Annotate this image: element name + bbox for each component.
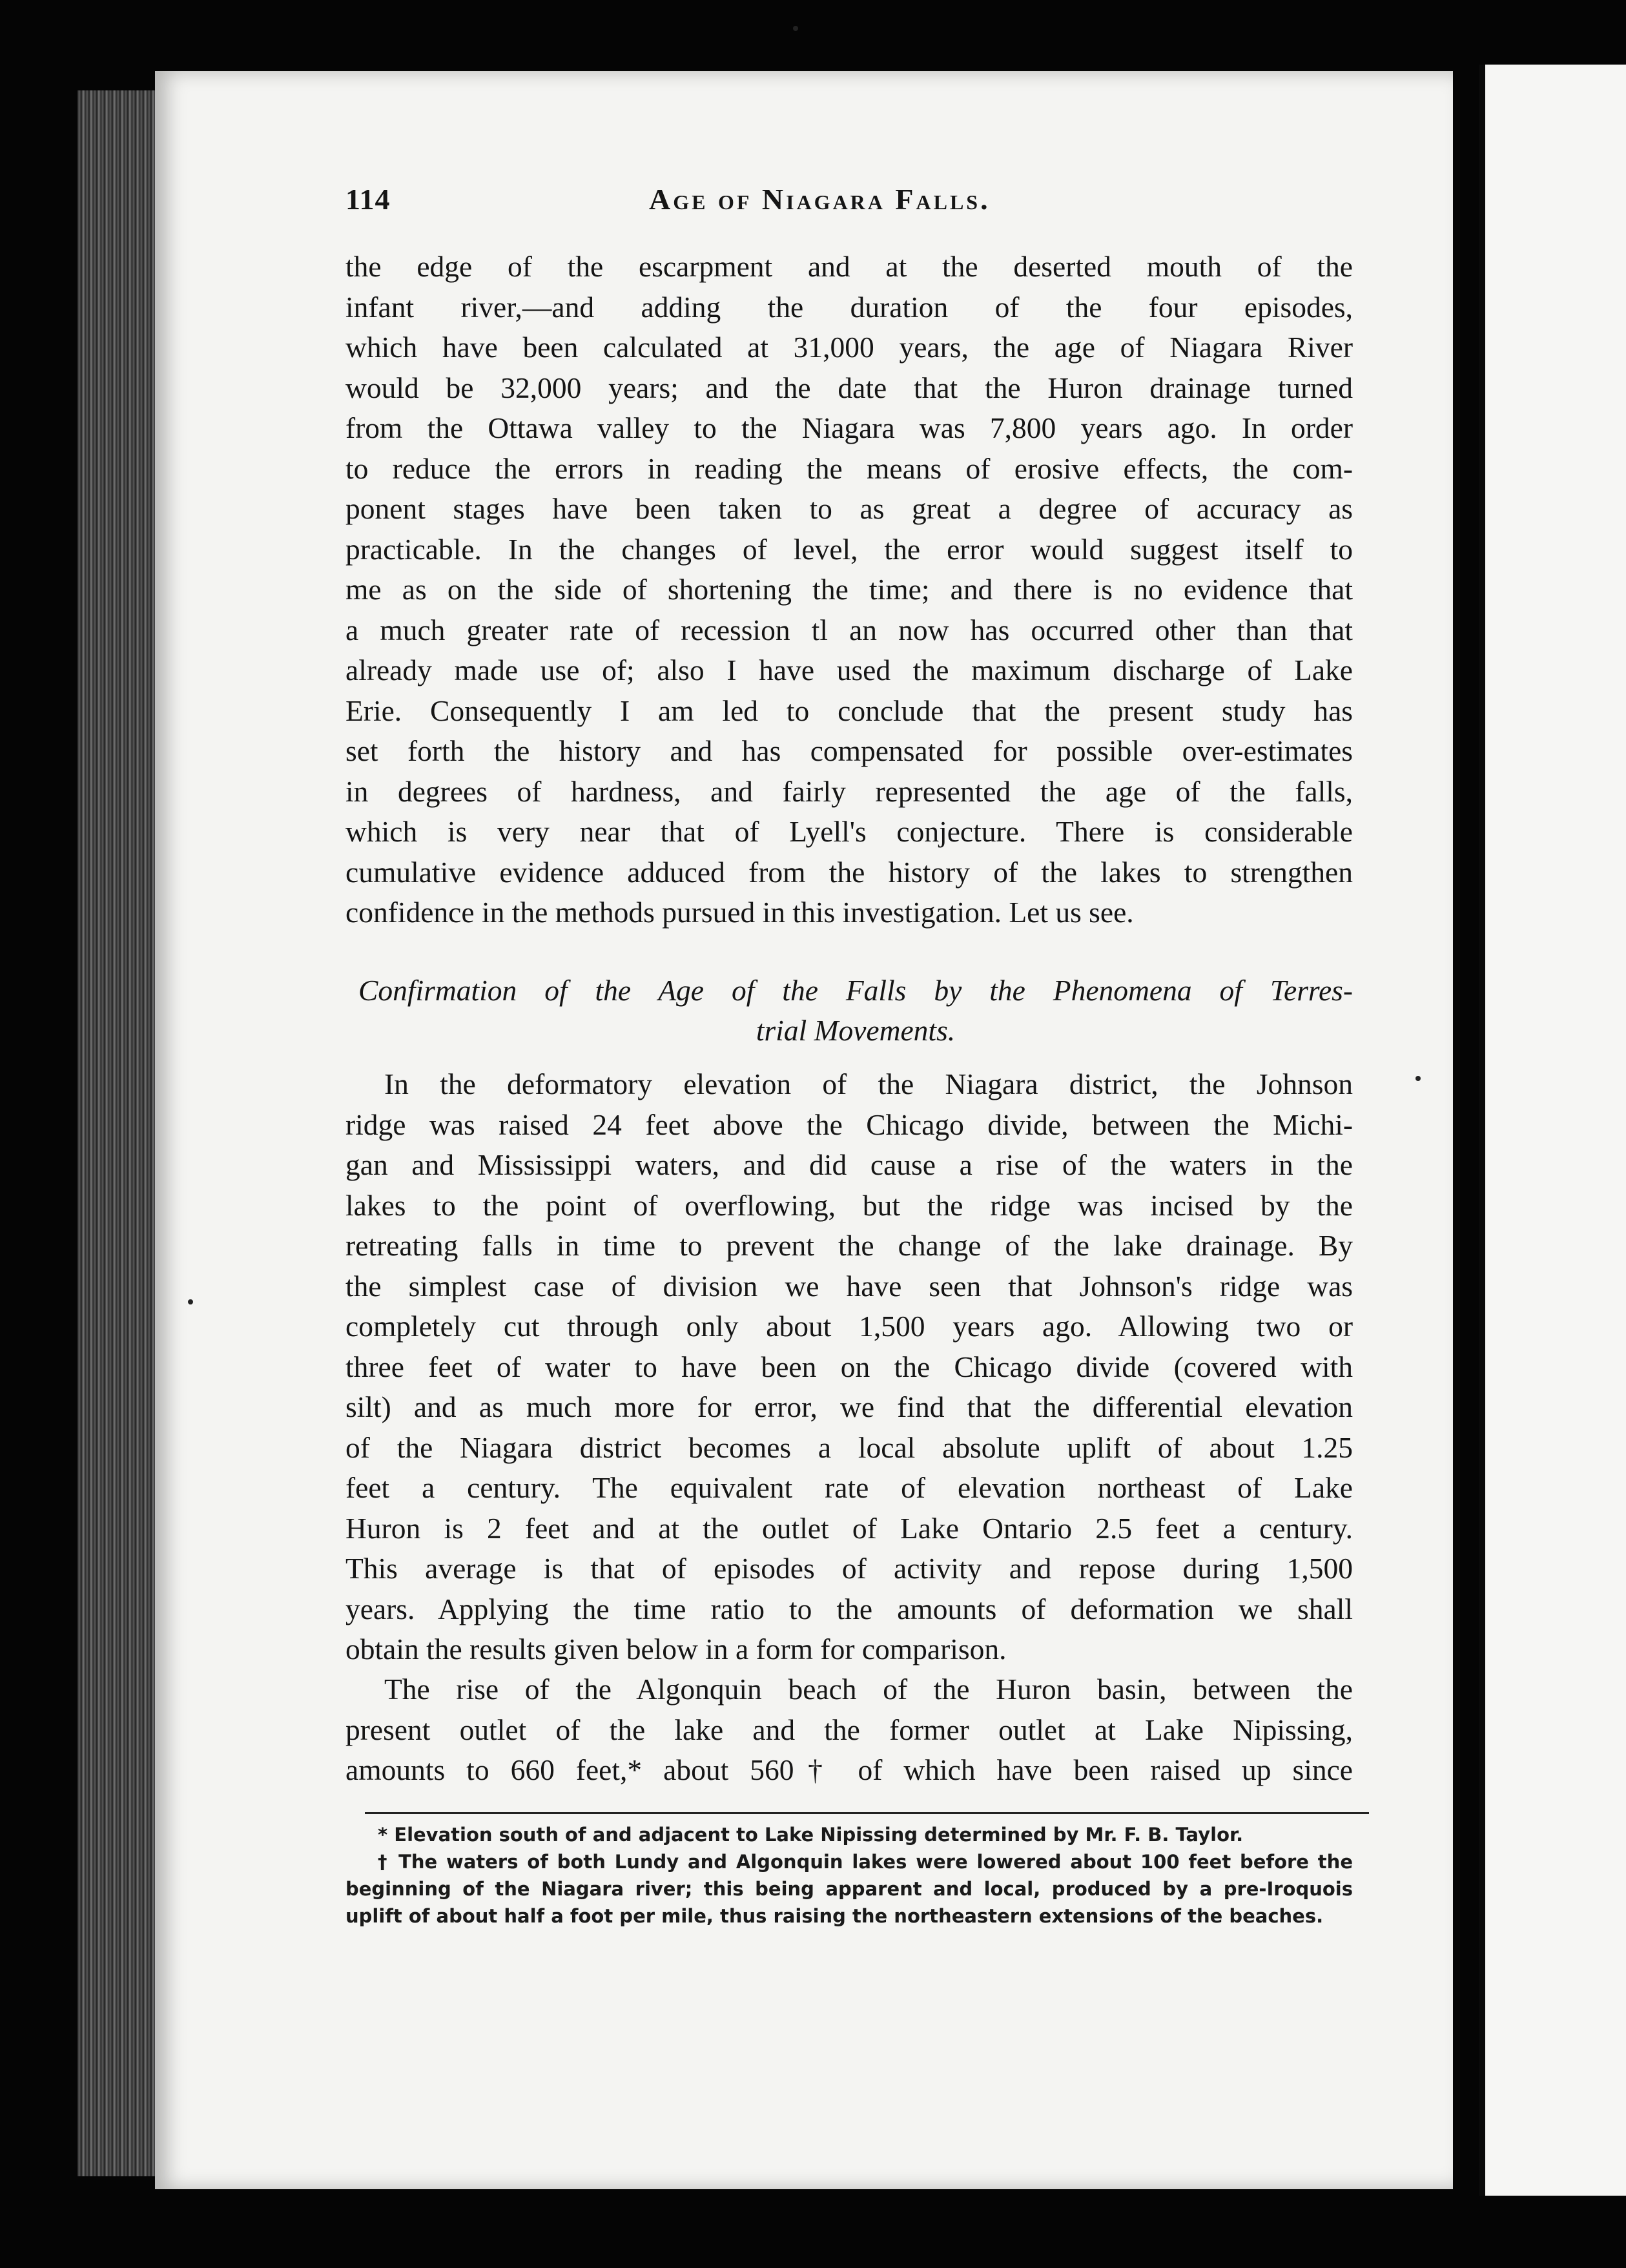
- text-line: three feet of water to have been on the Chicago divide (covered with: [345, 1350, 1353, 1383]
- text-line: infant river,—and adding the duration of the four episodes,: [345, 290, 1353, 324]
- text-line: ridge was raised 24 feet above the Chicago divide, between the Michi-: [345, 1108, 1353, 1141]
- text-line: which is very near that of Lyell's conjecture. There is considerable: [345, 815, 1353, 848]
- footnote-line: uplift of about half a foot per mile, thus raising the northeastern extensions of the beaches.: [345, 1905, 1324, 1927]
- text-line: cumulative evidence adduced from the history of the lakes to strengthen: [345, 855, 1353, 889]
- text-line: gan and Mississippi waters, and did cause a rise of the waters in the: [345, 1148, 1353, 1181]
- text-line: would be 32,000 years; and the date that the Huron drainage turned: [345, 371, 1353, 404]
- text-line: which have been calculated at 31,000 years, the age of Niagara River: [345, 331, 1353, 364]
- text-line: The rise of the Algonquin beach of the Huron basin, between the: [384, 1673, 1353, 1706]
- text-line: the edge of the escarpment and at the deserted mouth of the: [345, 250, 1353, 283]
- text-line: years. Applying the time ratio to the amounts of deformation we shall: [345, 1592, 1353, 1625]
- text-line: to reduce the errors in reading the means of erosive effects, the com-: [345, 451, 1353, 485]
- running-title: Age of Niagara Falls.: [649, 183, 991, 216]
- text-line: from the Ottawa valley to the Niagara was 7,800 years ago. In order: [345, 411, 1353, 444]
- paragraph-1: [345, 247, 1353, 933]
- text-line: Erie. Consequently I am led to conclude that the present study has: [345, 694, 1353, 727]
- footnotes: [345, 1821, 1353, 1930]
- paragraph-3: [345, 1669, 1353, 1791]
- text-line: feet a century. The equivalent rate of elevation northeast of Lake: [345, 1471, 1353, 1504]
- text-line: retreating falls in time to prevent the change of the lake drainage. By: [345, 1229, 1353, 1262]
- text-line: confidence in the methods pursued in this investigation. Let us see.: [345, 896, 1134, 929]
- scan-speck: [793, 26, 798, 31]
- text-line: the simplest case of division we have seen that Johnson's ridge was: [345, 1269, 1353, 1303]
- section-heading: [358, 971, 1353, 1051]
- page-number: 114: [345, 183, 391, 216]
- footnote-rule: [365, 1812, 1369, 1814]
- text-line: completely cut through only about 1,500 years ago. Allowing two or: [345, 1310, 1353, 1343]
- text-line: present outlet of the lake and the former outlet at Lake Nipissing,: [345, 1713, 1353, 1746]
- heading-line: Confirmation of the Age of the Falls by the Phenomena of Terres-: [358, 974, 1353, 1007]
- text-line: set forth the history and has compensated for possible over-estimates: [345, 734, 1353, 767]
- text-line: lakes to the point of overflowing, but the ridge was incised by the: [345, 1188, 1353, 1222]
- text-line: a much greater rate of recession tl an now has occurred other than that: [345, 613, 1353, 646]
- text-line: of the Niagara district becomes a local absolute uplift of about 1.25: [345, 1430, 1353, 1464]
- text-line: in degrees of hardness, and fairly represented the age of the falls,: [345, 774, 1353, 808]
- scan-speck: [1415, 1076, 1421, 1081]
- text-line: obtain the results given below in a form for comparison.: [345, 1633, 1007, 1665]
- text-line: This average is that of episodes of activity and repose during 1,500: [345, 1552, 1353, 1585]
- heading-line: trial Movements.: [756, 1014, 956, 1047]
- text-line: practicable. In the changes of level, the error would suggest itself to: [345, 532, 1353, 566]
- text-line: me as on the side of shortening the time; and there is no evidence that: [345, 573, 1353, 606]
- footnote-2: [345, 1848, 1353, 1930]
- scan-speck: [188, 1299, 193, 1304]
- text-line: ponent stages have been taken to as great a degree of accuracy as: [345, 492, 1353, 525]
- book-page-edges: [77, 90, 168, 2176]
- text-line: amounts to 660 feet,* about 560† of which have been raised up since: [345, 1753, 1353, 1786]
- footnote-line: * Elevation south of and adjacent to Lake Nipissing determined by Mr. F. B. Taylor.: [378, 1824, 1244, 1846]
- text-line: silt) and as much more for error, we find that the differential elevation: [345, 1390, 1353, 1423]
- footnote-line: beginning of the Niagara river; this being apparent and local, produced by a pre-Iroquois: [345, 1878, 1353, 1900]
- text-line: Huron is 2 feet and at the outlet of Lake Ontario 2.5 feet a century.: [345, 1511, 1353, 1545]
- text-line: already made use of; also I have used the maximum discharge of Lake: [345, 654, 1353, 686]
- footnote-line: † The waters of both Lundy and Algonquin lakes were lowered about 100 feet before the: [378, 1851, 1353, 1873]
- facing-page-edge: [1479, 65, 1626, 2196]
- footnote-1: [345, 1821, 1353, 1848]
- paragraph-2: [345, 1064, 1353, 1670]
- running-head: [345, 182, 1356, 221]
- text-line: In the deformatory elevation of the Niagara district, the Johnson: [384, 1067, 1353, 1100]
